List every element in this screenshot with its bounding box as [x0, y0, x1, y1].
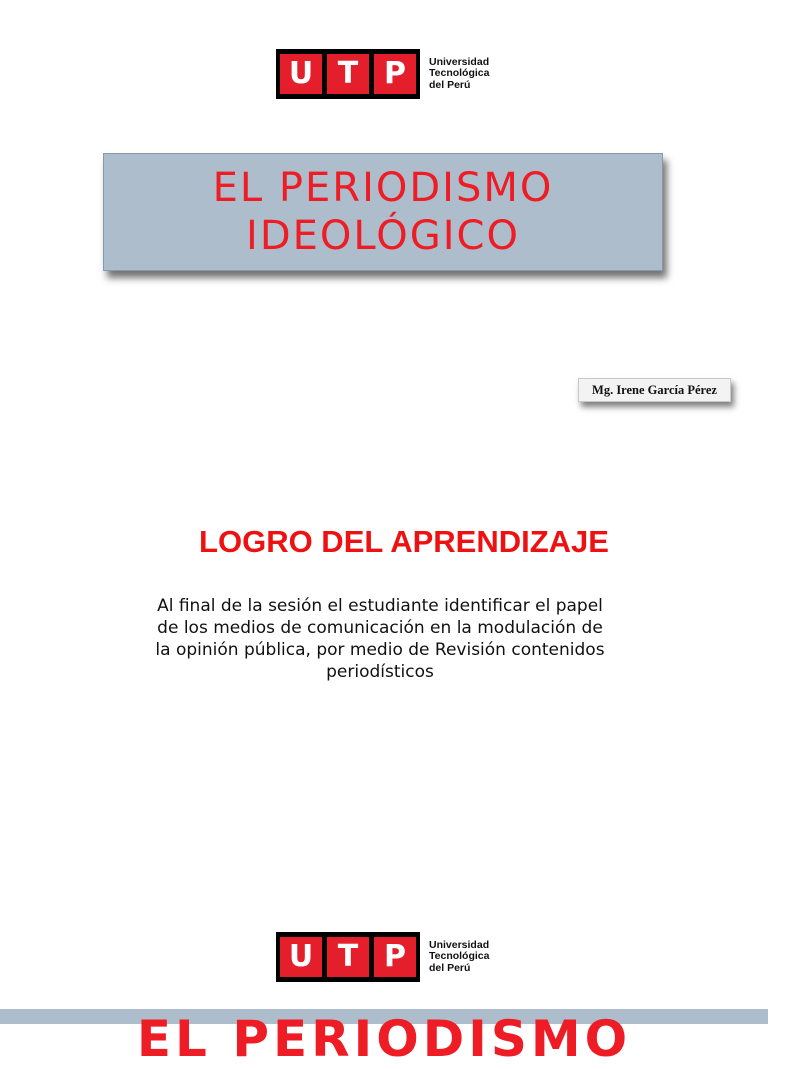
logo-name-line: del Perú [429, 961, 471, 974]
logo-name-line: Universidad [429, 938, 490, 951]
logo-university-name [429, 57, 489, 92]
author-label: Mg. Irene García Pérez [578, 378, 731, 402]
slide-title-line: IDEOLÓGICO [246, 213, 520, 259]
utp-logo-next-slide [276, 932, 516, 982]
logo-letter-u: U [280, 54, 322, 94]
logo-name-line: Tecnológica [429, 950, 490, 963]
utp-logo-mark [276, 49, 420, 99]
objective-line: de los medios de comunicación en la modulación de [157, 618, 603, 638]
objective-line: la opinión pública, por medio de Revisión contenidos [155, 640, 605, 660]
utp-logo-mark [276, 932, 420, 982]
logo-name-line: del Perú [429, 78, 471, 91]
logo-university-name [429, 940, 489, 975]
next-slide-title-box [0, 1009, 768, 1068]
logo-letter-t: T [327, 937, 369, 977]
logo-name-line: Tecnológica [429, 67, 490, 80]
learning-objective-heading: LOGRO DEL APRENDIZAJE [199, 524, 609, 559]
logo-letter-p: P [374, 937, 416, 977]
learning-objective-text [120, 595, 640, 683]
logo-name-line: Universidad [429, 55, 490, 68]
next-slide-title: EL PERIODISMO [136, 1010, 632, 1068]
logo-letter-p: P [374, 54, 416, 94]
objective-line: Al final de la sesión el estudiante identificar el papel [157, 596, 603, 616]
utp-logo [276, 49, 516, 99]
objective-line: periodísticos [326, 662, 434, 682]
logo-letter-u: U [280, 937, 322, 977]
slide-title-box [103, 153, 663, 271]
slide-title-line: EL PERIODISMO [212, 165, 554, 211]
logo-letter-t: T [327, 54, 369, 94]
